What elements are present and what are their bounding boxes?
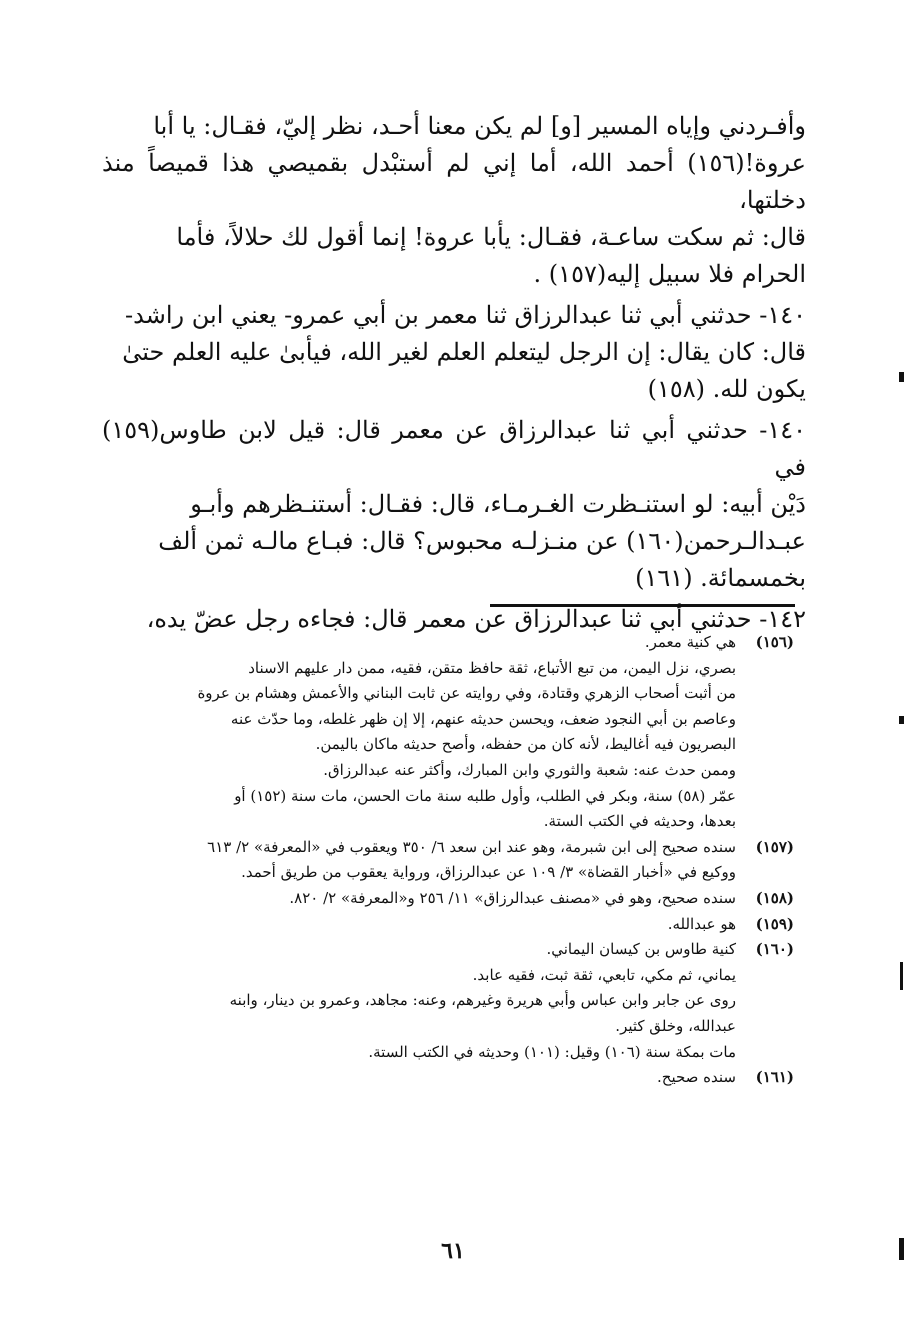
page-number: ٦١ xyxy=(441,1238,465,1264)
main-line: وأفـردني وإياه المسير [و] لم يكن معنا أحـد، نظر إليّ، فقـال: يا أبا xyxy=(153,112,806,140)
footnote-line: كنية طاوس بن كيسان اليماني. xyxy=(546,940,736,959)
main-line: يكون لله. (١٥٨) xyxy=(647,375,806,403)
footnote-160 xyxy=(104,937,794,1065)
footnote-number: (١٦٠) xyxy=(755,940,794,959)
main-line: قال: كان يقال: إن الرجل ليتعلم العلم لغير الله، فيأبىٰ عليه العلم حتىٰ xyxy=(122,338,806,366)
footnote-line: روى عن جابر وابن عباس وأبي هريرة وغيرهم، وعنه: مجاهد، وعمرو بن دينار، وابنه xyxy=(229,991,736,1010)
footnote-line: بعدها، وحديثه في الكتب الستة. xyxy=(543,812,736,831)
main-line: قال: ثم سكت ساعـة، فقـال: يأبا عروة! إنما أقول لك حلالاً، فأما xyxy=(176,223,806,251)
footnote-body xyxy=(104,1065,736,1091)
footnote-158 xyxy=(104,886,794,912)
footnote-separator-rule xyxy=(490,604,795,607)
scan-margin-mark xyxy=(899,1238,904,1260)
footnote-line: البصريون فيه أغاليط، لأنه كان من حفظه، وأصح حديثه ماكان باليمن. xyxy=(315,735,736,754)
hadith-141-first-line: ١٤٠- حدثني أبي ثنا عبدالرزاق عن معمر قال: قيل لابن طاوس(١٥٩) في xyxy=(102,416,806,481)
footnote-line: سنده صحيح، وهو في «مصنف عبدالرزاق» ١١/ ٢٥٦ و«المعرفة» ٢/ ٨٢٠. xyxy=(289,888,736,907)
footnote-156 xyxy=(104,630,794,835)
footnote-line: وممن حدث عنه: شعبة والثوري وابن المبارك، وأكثر عنه عبدالرزاق. xyxy=(323,760,736,779)
main-text-block xyxy=(102,108,806,638)
footnote-number: (١٥٩) xyxy=(755,914,794,933)
footnote-body xyxy=(104,886,736,912)
footnote-line: مات بمكة سنة (١٠٦) وقيل: (١٠١) وحديثه في الكتب الستة. xyxy=(368,1042,736,1061)
footnote-number: (١٥٧) xyxy=(755,837,794,856)
hadith-142-first-line: ١٤٢- حدثني أبي ثنا عبدالرزاق عن معمر قال: فجاءه رجل عضّ يده، xyxy=(146,605,806,633)
footnote-line: ووكيع في «أخبار القضاة» ٣/ ١٠٩ عن عبدالرزاق، ورواية يعقوب من طريق أحمد. xyxy=(241,863,736,882)
main-line: الحرام فلا سبيل إليه(١٥٧) . xyxy=(533,260,806,288)
footnote-number: (١٥٦) xyxy=(755,633,794,651)
main-line: دَيْن أبيه: لو استنـظرت الغـرمـاء، قال: فقـال: أستنـظرهم وأبـو xyxy=(190,490,806,518)
footnote-line: هي كنية معمر. xyxy=(644,633,736,651)
footnote-line: يماني، ثم مكي، تابعي، ثقة ثبت، فقيه عابد. xyxy=(472,965,736,984)
main-line: عبـدالـرحمن(١٦٠) عن منـزلـه محبوس؟ قال: فبـاع مالـه ثمن ألف xyxy=(158,527,806,555)
footnote-line: عبدالله، وخلق كثير. xyxy=(615,1016,736,1035)
footnote-body xyxy=(104,912,736,938)
footnote-body xyxy=(104,835,736,886)
main-line: بخمسمائة. (١٦١) xyxy=(635,564,806,592)
hadith-140-first-line: ١٤٠- حدثني أبي ثنا عبدالرزاق ثنا معمر بن أبي عمرو- يعني ابن راشد- xyxy=(125,301,806,329)
footnote-line: عمّر (٥٨) سنة، وبكر في الطلب، وأول طلبه سنة مات الحسن، مات سنة (١٥٢) أو xyxy=(234,786,736,805)
footnote-number: (١٦١) xyxy=(755,1068,794,1087)
footnote-line: هو عبدالله. xyxy=(667,914,736,933)
footnote-line: سنده صحيح. xyxy=(657,1068,736,1087)
footnote-line: سنده صحيح إلى ابن شبرمة، وهو عند ابن سعد ٦/ ٣٥٠ ويعقوب في «المعرفة» ٢/ ٦١٣ xyxy=(207,837,736,856)
scan-margin-mark xyxy=(899,372,904,382)
footnotes-block xyxy=(104,630,794,1091)
footnote-number: (١٥٨) xyxy=(755,888,794,907)
footnote-157 xyxy=(104,835,794,886)
main-line: عروة!(١٥٦) أحمد الله، أما إني لم أستبْدل بقميصي هذا قميصاً منذ دخلتها، xyxy=(102,149,806,214)
footnote-body xyxy=(104,630,736,835)
footnote-161 xyxy=(104,1065,794,1091)
footnote-line: وعاصم بن أبي النجود ضعف، ويحسن حديثه عنهم، إلا إن ظهر غلطه، وما حدّث عنه xyxy=(230,709,736,728)
footnote-159 xyxy=(104,912,794,938)
footnote-line: بصري، نزل اليمن، من تبع الأتباع، ثقة حافظ متقن، فقيه، ممن دار عليهم الاسناد xyxy=(248,658,736,677)
scan-margin-mark xyxy=(899,716,904,724)
footnote-body xyxy=(104,937,736,1065)
footnote-line: من أثبت أصحاب الزهري وقتادة، وفي روايته عن ثابت البناني والأعمش وهشام بن عروة xyxy=(197,684,736,703)
scan-margin-mark xyxy=(900,962,903,990)
